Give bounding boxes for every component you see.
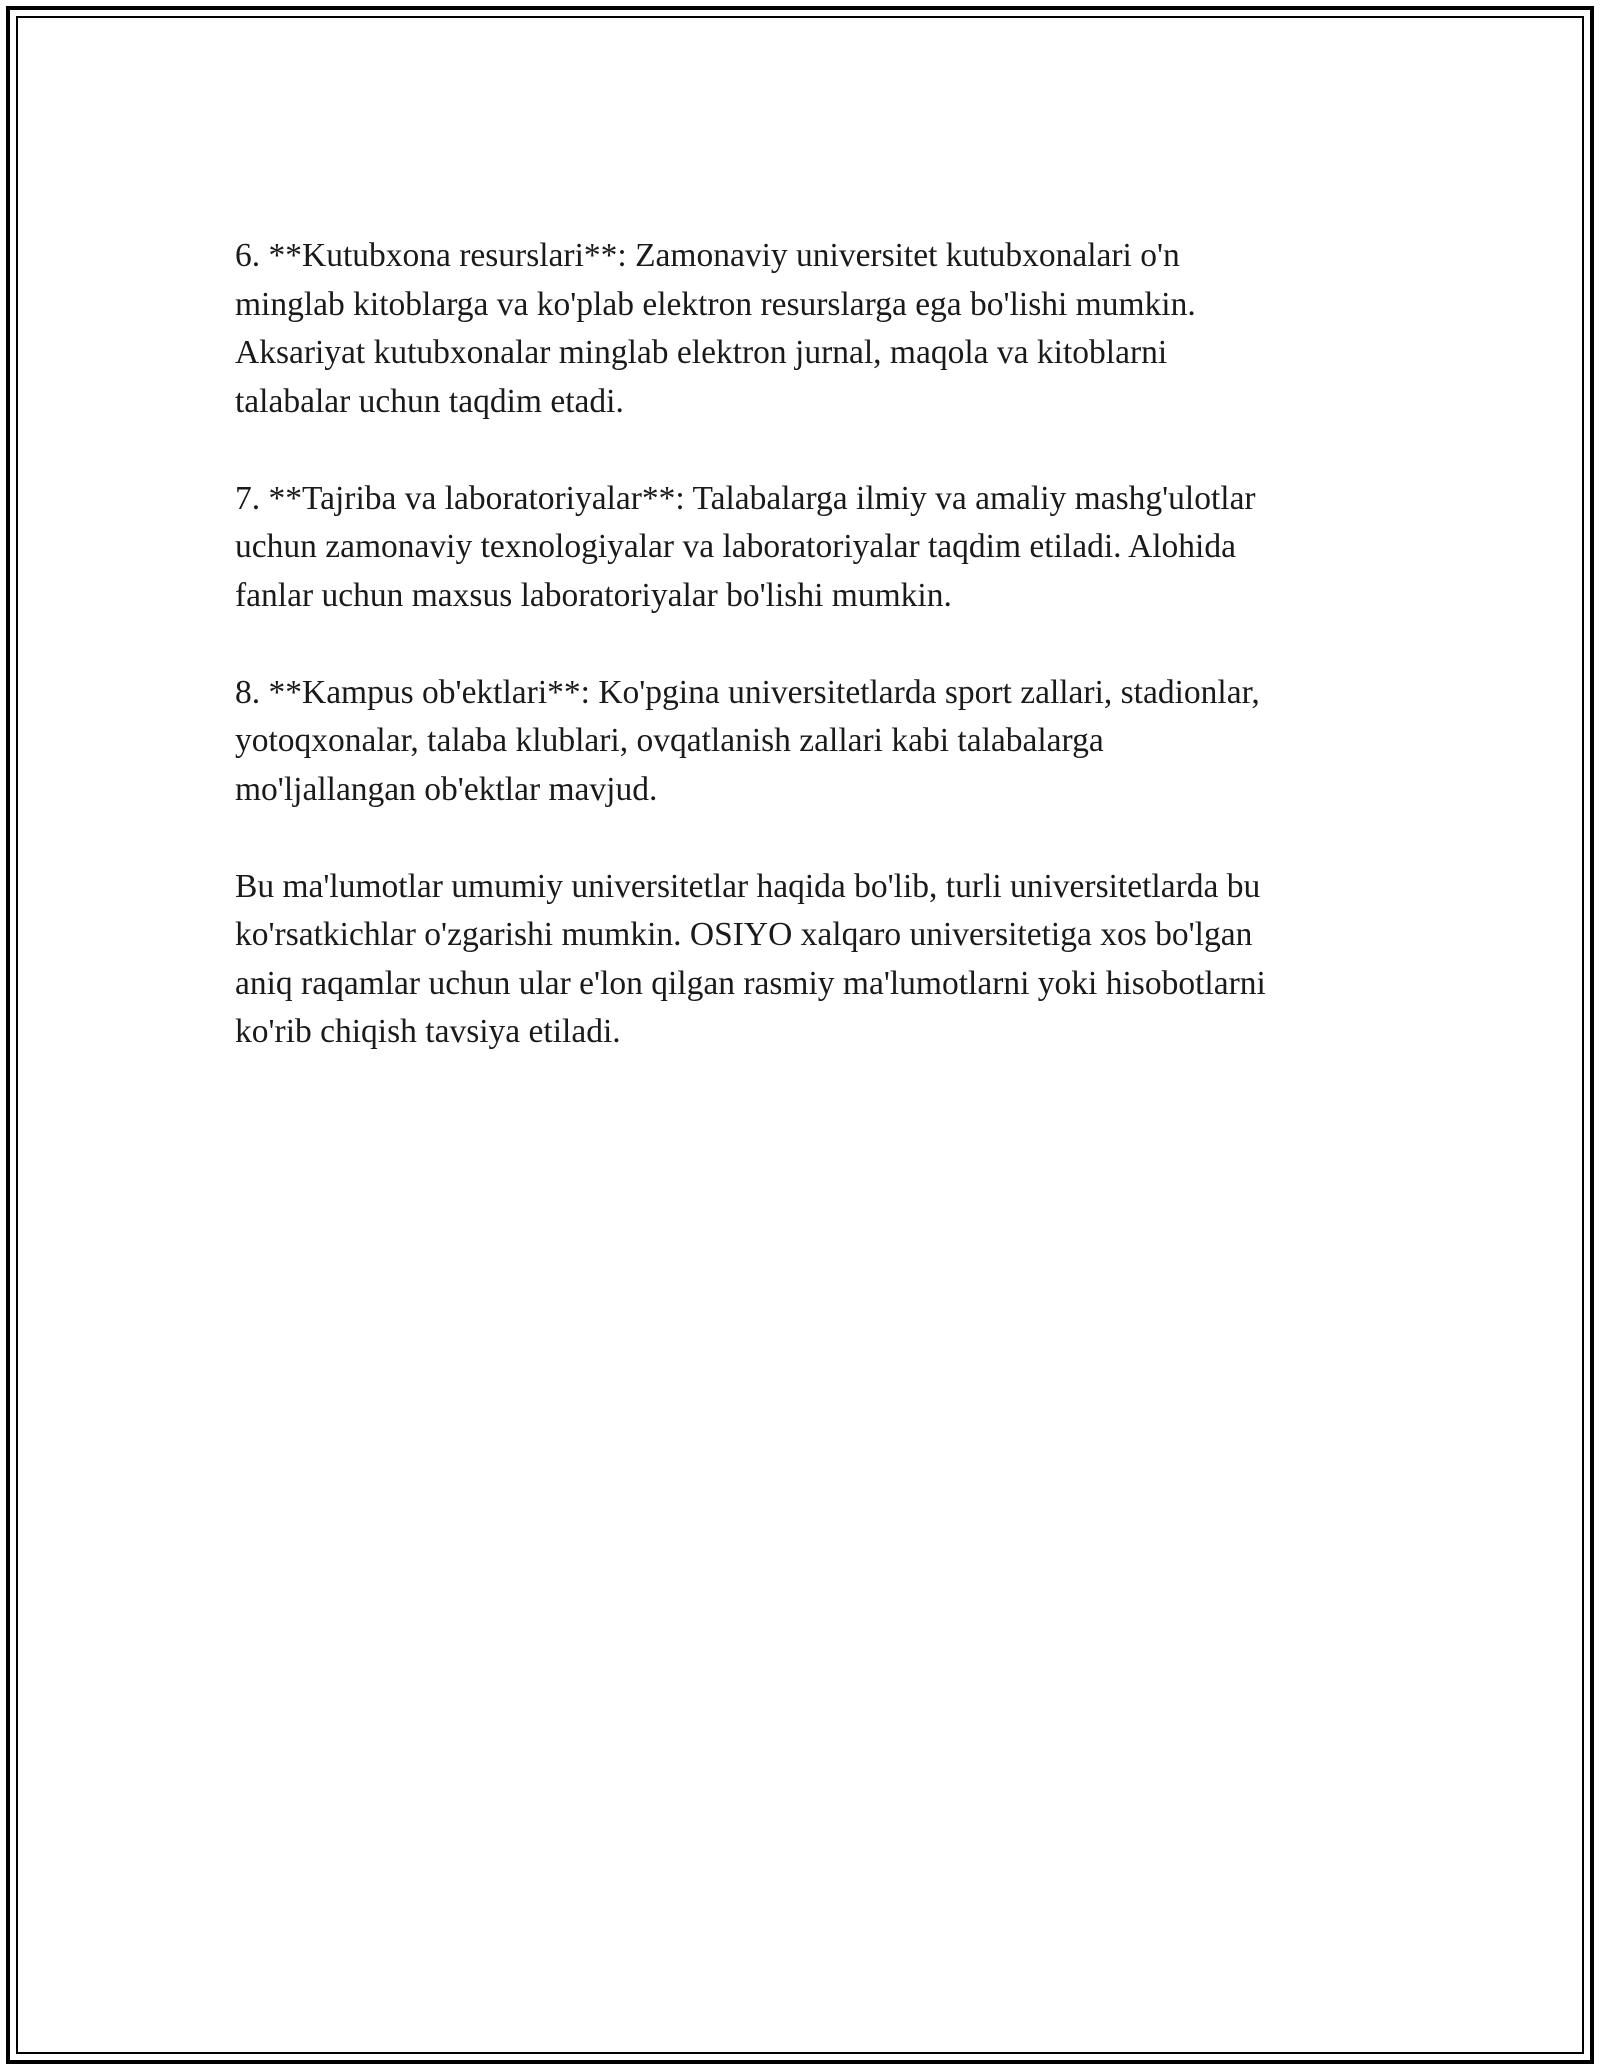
document-body [235, 232, 1375, 1105]
paragraph-conclusion: Bu ma'lumotlar umumiy universitetlar haqida bo'lib, turli universitetlarda bu ko'rsatkichlar o'zgarishi mumkin. OSIYO xalqaro universitetiga xos bo'lgan aniq raqamlar uchun ular e'lon qilgan rasmiy ma'lumotlarni yoki hisobotlarni ko'rib chiqish tavsiya etiladi. [235, 867, 1266, 1050]
paragraph-library-resources: 6. **Kutubxona resurslari**: Zamonaviy universitet kutubxonalari o'n minglab kitoblarga va ko'plab elektron resurslarga ega bo'lishi mumkin. Aksariyat kutubxonalar minglab elektron jurnal, maqola va kitoblarni talabalar uchun taqdim etadi. [235, 237, 1196, 420]
paragraph-campus-facilities: 8. **Kampus ob'ektlari**: Ko'pgina universitetlarda sport zallari, stadionlar, yotoqxonalar, talaba klublari, ovqatlanish zallari kabi talabalarga mo'ljallangan ob'ektlar mavjud. [235, 673, 1260, 808]
paragraph-labs: 7. **Tajriba va laboratoriyalar**: Talabalarga ilmiy va amaliy mashg'ulotlar uchun zamonaviy texnologiyalar va laboratoriyalar taqdim etiladi. Alohida fanlar uchun maxsus laboratoriyalar bo'lishi mumkin. [235, 479, 1256, 614]
